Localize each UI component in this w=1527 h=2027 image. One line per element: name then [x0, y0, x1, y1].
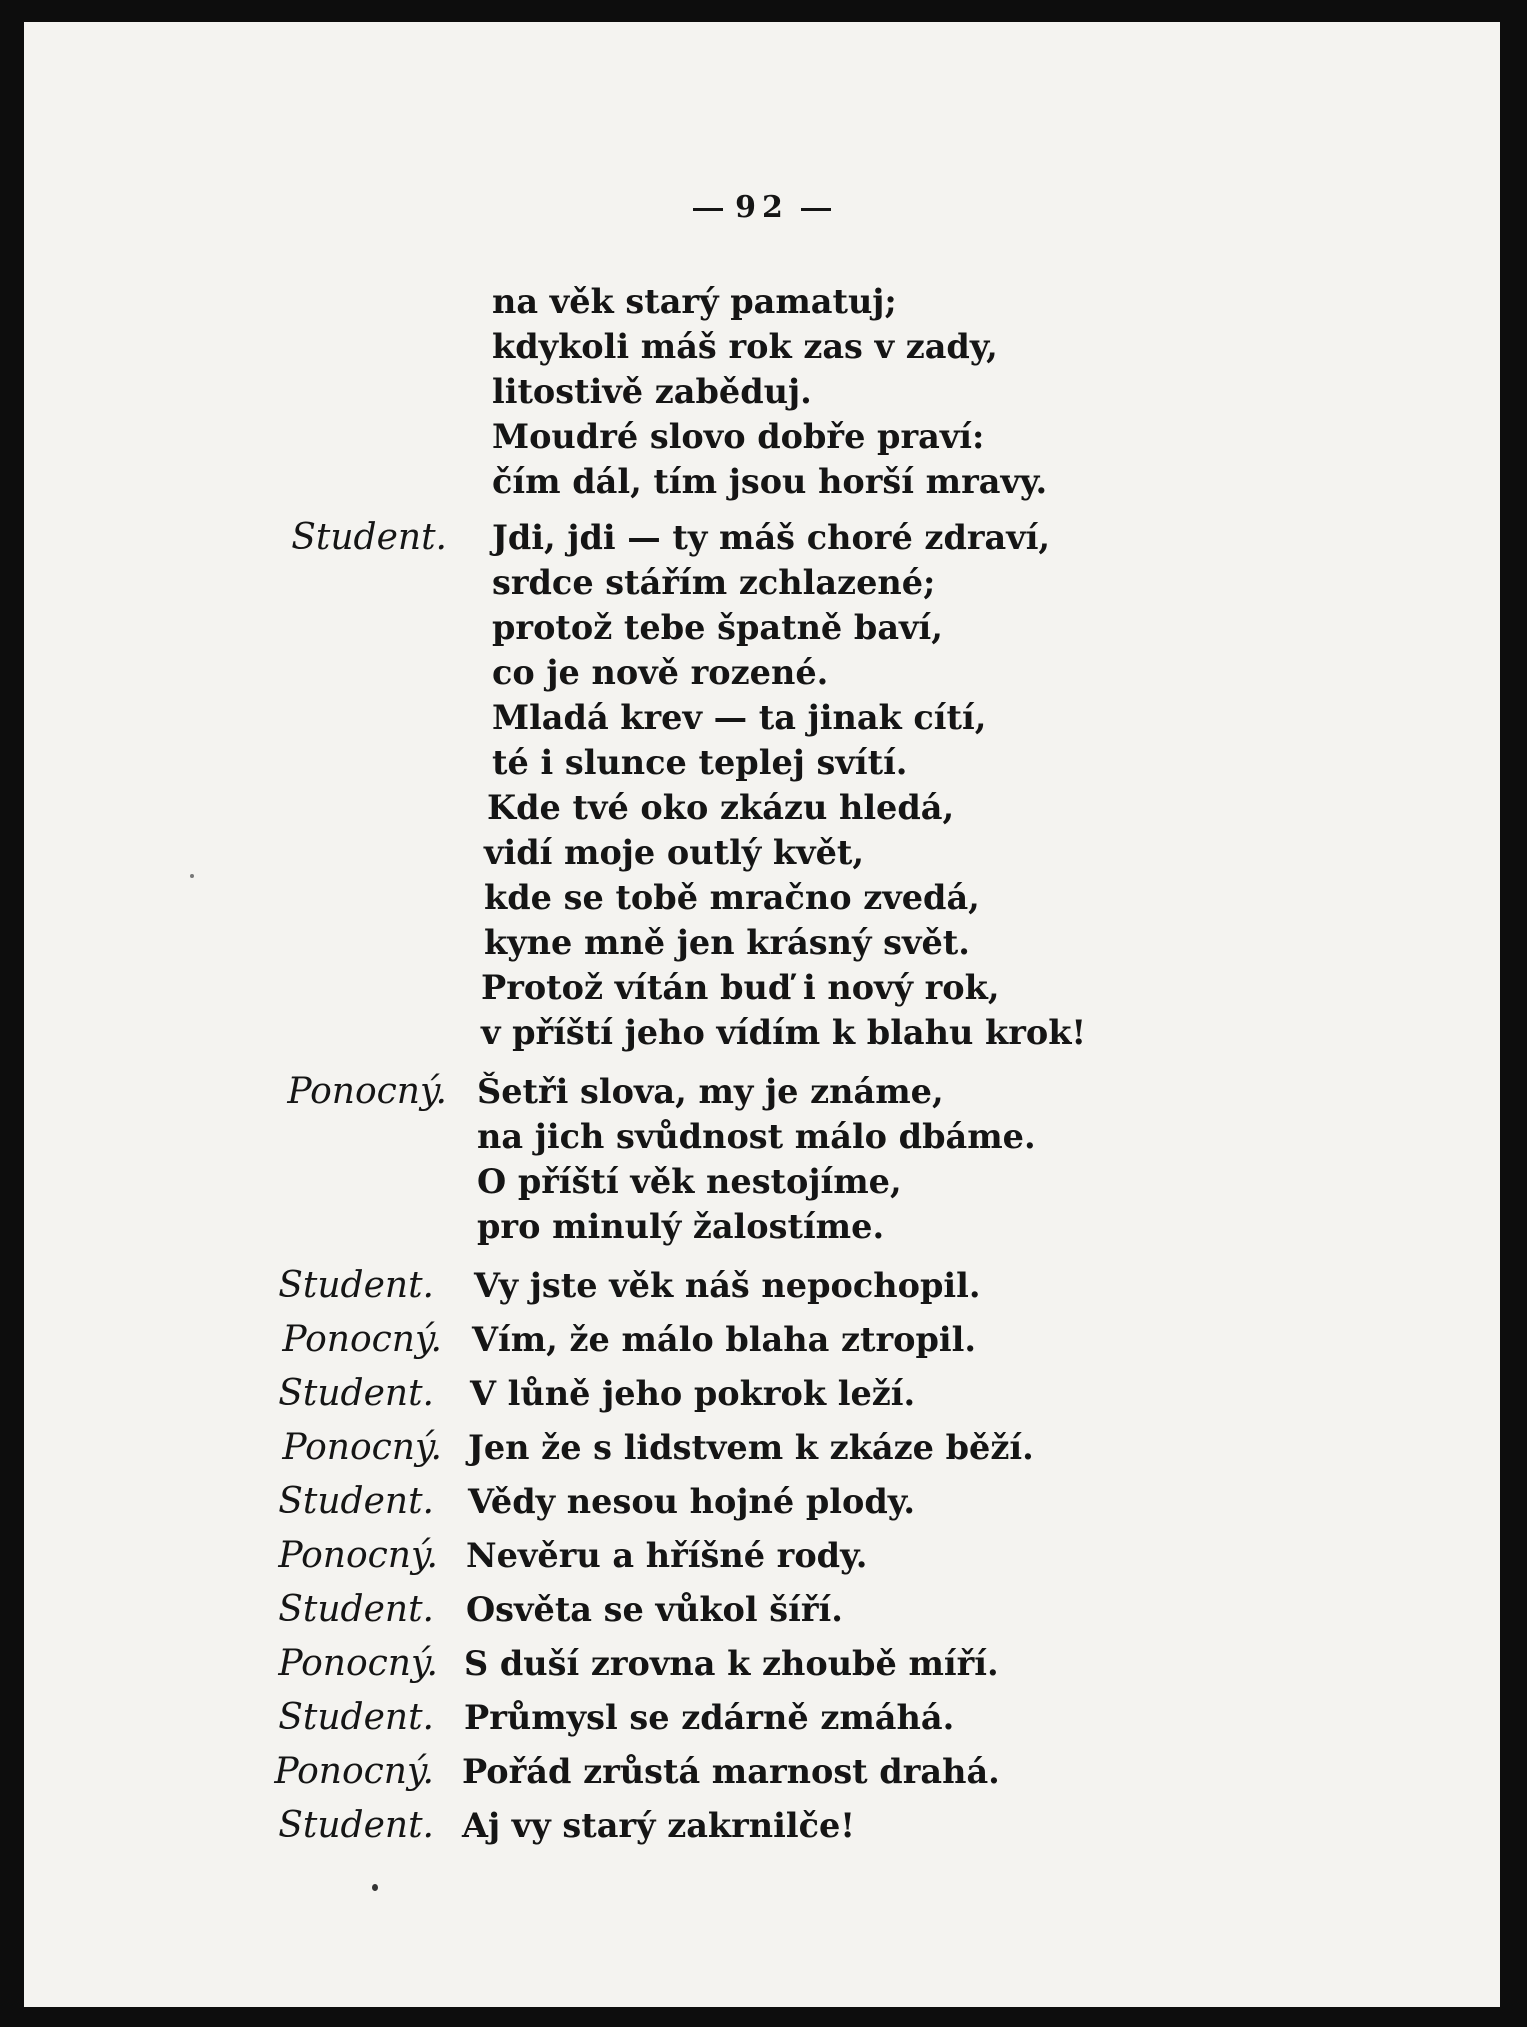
verse-line	[24, 1642, 1324, 1686]
verse-line	[24, 606, 1324, 650]
verse-text: na věk starý pamatuj;	[492, 282, 897, 321]
verse-line	[24, 786, 1324, 830]
verse-text: srdce stářím zchlazené;	[492, 563, 936, 602]
speaker-name: Student.	[278, 1805, 434, 1846]
ink-speck	[372, 1884, 378, 1891]
verse-text: Nevěru a hříšné rody.	[466, 1536, 868, 1575]
verse-line	[24, 876, 1324, 920]
verse-line	[24, 516, 1324, 560]
verse-line	[24, 325, 1324, 369]
verse-text: co je nově rozené.	[492, 653, 829, 692]
verse-text: čím dál, tím jsou horší mravy.	[492, 462, 1048, 501]
speaker-name: Ponocný.	[278, 1535, 438, 1576]
verse-text: litostivě zaběduj.	[492, 372, 812, 411]
page-header	[24, 190, 1500, 225]
verse-text: pro minulý žalostíme.	[477, 1207, 885, 1246]
verse-line	[24, 831, 1324, 875]
verse-line	[24, 1750, 1324, 1794]
header-dash-left	[693, 208, 723, 211]
verse-text: V lůně jeho pokrok leží.	[470, 1374, 916, 1413]
verse-line	[24, 1205, 1324, 1249]
speaker-name: Ponocný.	[274, 1751, 434, 1792]
verse-text: Jen že s lidstvem k zkáze běží.	[468, 1428, 1034, 1467]
verse-line	[24, 1011, 1324, 1055]
speaker-name: Student.	[278, 1373, 434, 1414]
verse-text: Vím, že málo blaha ztropil.	[472, 1320, 976, 1359]
verse-text: Jdi, jdi — ty máš choré zdraví,	[492, 518, 1051, 557]
verse-text: kde se tobě mračno zvedá,	[484, 878, 980, 917]
verse-text: Kde tvé oko zkázu hledá,	[487, 788, 955, 827]
verse-text: Mladá krev — ta jinak cítí,	[492, 698, 987, 737]
verse-line	[24, 1696, 1324, 1740]
verse-line	[24, 921, 1324, 965]
page-number: 92	[735, 190, 789, 225]
verse-line	[24, 741, 1324, 785]
verse-line	[24, 1318, 1324, 1362]
verse-line	[24, 1480, 1324, 1524]
verse-line	[24, 1426, 1324, 1470]
verse-text: O příští věk nestojíme,	[477, 1162, 902, 1201]
verse-text: Pořád zrůstá marnost drahá.	[462, 1752, 1000, 1791]
verse-line	[24, 460, 1324, 504]
verse-line	[24, 1070, 1324, 1114]
verse-line	[24, 1588, 1324, 1632]
speaker-name: Ponocný.	[282, 1427, 442, 1468]
speaker-name: Student.	[278, 1265, 434, 1306]
speaker-name: Student.	[291, 517, 447, 558]
speaker-name: Ponocný.	[278, 1643, 438, 1684]
verse-line	[24, 651, 1324, 695]
verse-text: Moudré slovo dobře praví:	[492, 417, 985, 456]
verse-text: S duší zrovna k zhoubě míří.	[464, 1644, 999, 1683]
verse-text: Průmysl se zdárně zmáhá.	[464, 1698, 955, 1737]
verse-text: protož tebe špatně baví,	[492, 608, 943, 647]
speaker-name: Student.	[278, 1589, 434, 1630]
verse-text: Osvěta se vůkol šíří.	[466, 1590, 843, 1629]
verse-line	[24, 561, 1324, 605]
verse-text: vidí moje outlý květ,	[484, 833, 865, 872]
verse-text: kyne mně jen krásný svět.	[484, 923, 970, 962]
verse-text: té i slunce teplej svítí.	[492, 743, 908, 782]
speaker-name: Student.	[278, 1697, 434, 1738]
verse-line	[24, 1264, 1324, 1308]
ink-speck	[190, 874, 194, 878]
verse-text: Protož vítán buď i nový rok,	[481, 968, 1000, 1007]
verse-text: Vy jste věk náš nepochopil.	[474, 1266, 981, 1305]
verse-text: na jich svůdnost málo dbáme.	[477, 1117, 1036, 1156]
verse-line	[24, 1160, 1324, 1204]
verse-text: kdykoli máš rok zas v zady,	[492, 327, 998, 366]
verse-line	[24, 415, 1324, 459]
speaker-name: Ponocný.	[287, 1071, 447, 1112]
verse-line	[24, 1372, 1324, 1416]
verse-line	[24, 966, 1324, 1010]
book-page	[24, 22, 1500, 2007]
speaker-name: Student.	[278, 1481, 434, 1522]
verse-line	[24, 1804, 1324, 1848]
verse-line	[24, 1115, 1324, 1159]
verse-line	[24, 696, 1324, 740]
verse-text: Aj vy starý zakrnilče!	[462, 1806, 856, 1845]
verse-line	[24, 370, 1324, 414]
verse-text: v příští jeho vídím k blahu krok!	[481, 1013, 1087, 1052]
verse-text: Šetři slova, my je známe,	[477, 1072, 944, 1111]
header-dash-right	[801, 208, 831, 211]
verse-text: Vědy nesou hojné plody.	[468, 1482, 916, 1521]
verse-line	[24, 1534, 1324, 1578]
verse-line	[24, 280, 1324, 324]
speaker-name: Ponocný.	[282, 1319, 442, 1360]
